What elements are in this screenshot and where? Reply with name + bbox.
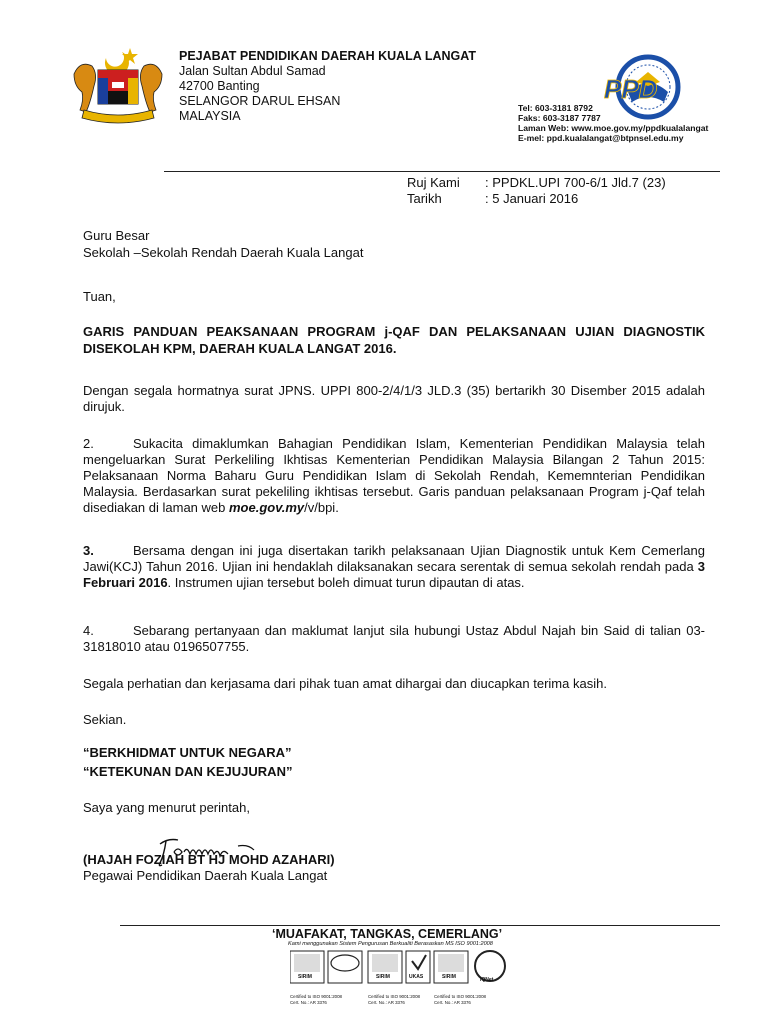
recipient-line-2: Sekolah –Sekolah Rendah Daerah Kuala Langat [83, 245, 364, 260]
address-line-3: SELANGOR DARUL EHSAN [179, 94, 341, 108]
paragraph-4-number: 4. [83, 623, 94, 638]
ruj-value: : PPDKL.UPI 700-6/1 Jld.7 (23) [485, 175, 666, 190]
certification-logos [290, 949, 522, 991]
subject: GARIS PANDUAN PEAKSANAAN PROGRAM j-QAF DAN PELAKSANAAN UJIAN DIAGNOSTIK DISEKOLAH KPM, DAERAH KUALA LANGAT 2016. [83, 324, 705, 356]
moe-link[interactable]: moe.gov.my [228, 500, 305, 515]
paragraph-2-tail: /v/bpi. [304, 500, 339, 515]
iso-note: Kami menggunakan Sistem Pengurusan Berkualiti Berasaskan MS ISO 9001:2008 [288, 941, 493, 947]
header-rule [164, 171, 720, 172]
paragraph-2-number: 2. [83, 436, 94, 451]
cert-line-5: Certified to ISO 9001:2008 [434, 994, 486, 999]
paragraph-3-number: 3. [83, 543, 94, 558]
address-line-4: MALAYSIA [179, 109, 241, 123]
paragraph-3-date: 3 Februari 2016 [83, 559, 705, 590]
cert-line-1: Certified to ISO 9001:2008 [290, 994, 342, 999]
signer-title: Pegawai Pendidikan Daerah Kuala Langat [83, 868, 328, 883]
coat-of-arms-logo [70, 44, 166, 124]
cert-line-4: Cert. No.: AR 3376 [368, 1000, 405, 1005]
cert-label-4: SIRIM [442, 974, 456, 980]
date-value: : 5 Januari 2016 [485, 191, 579, 206]
recipient-line-1: Guru Besar [83, 228, 150, 243]
signer-name: (HAJAH FOZIAH BT HJ MOHD AZAHARI) [83, 852, 335, 867]
sekian: Sekian. [83, 712, 127, 727]
cert-label-5: IQNet [480, 977, 494, 983]
closing-order: Saya yang menurut perintah, [83, 800, 250, 815]
svg-text:PPD: PPD [604, 74, 658, 104]
cert-line-2: Cert. No.: AR 3376 [290, 1000, 327, 1005]
date-label: Tarikh [407, 191, 442, 206]
contact-fax: Faks: 603-3187 7787 [518, 113, 601, 123]
contact-tel: Tel: 603-3181 8792 [518, 103, 593, 113]
cert-label-3: UKAS [409, 974, 424, 980]
address-line-1: Jalan Sultan Abdul Samad [179, 64, 326, 78]
malaysia-coat-of-arms-icon [70, 44, 166, 124]
motto-2: “KETEKUNAN DAN KEJUJURAN” [83, 764, 293, 779]
paragraph-2 [83, 436, 705, 516]
ppd-logo-icon [596, 52, 684, 122]
paragraph-5: Segala perhatian dan kerjasama dari pihak tuan amat dihargai dan diucapkan terima kasih. [83, 676, 607, 691]
footer-slogan: ‘MUAFAKAT, TANGKAS, CEMERLANG’ [272, 927, 503, 941]
footer-rule [120, 925, 720, 926]
address-line-2: 42700 Banting [179, 79, 260, 93]
cert-label-2: SIRIM [376, 974, 390, 980]
paragraph-4-text: Sebarang pertanyaan dan maklumat lanjut sila hubungi Ustaz Abdul Najah bin Said di talian 03-31818010 atau 0196507755. [83, 623, 705, 654]
contact-web: Laman Web: www.moe.gov.my/ppdkualalangat [518, 123, 709, 133]
ppd-logo [596, 52, 684, 122]
cert-label-1: SIRIM [298, 974, 312, 980]
office-name: PEJABAT PENDIDIKAN DAERAH KUALA LANGAT [179, 49, 476, 63]
motto-1: “BERKHIDMAT UNTUK NEGARA” [83, 745, 292, 760]
contact-email: E-mel: ppd.kualalangat@btpnsel.edu.my [518, 133, 684, 143]
paragraph-3-text: Bersama dengan ini juga disertakan tarikh pelaksanaan Ujian Diagnostik untuk Kem Cemerlang Jawi(KCJ) Tahun 2016. Ujian ini hendaklah dilaksanakan secara serentak di semua sekolah rendah pada [83, 543, 705, 574]
ruj-label: Ruj Kami [407, 175, 460, 190]
paragraph-3-tail: . Instrumen ujian tersebut boleh dimuat turun dipautan di atas. [167, 575, 525, 590]
cert-line-3: Certified to ISO 9001:2008 [368, 994, 420, 999]
paragraph-4 [83, 623, 705, 655]
paragraph-1: Dengan segala hormatnya surat JPNS. UPPI 800-2/4/1/3 JLD.3 (35) bertarikh 30 Disember 2015 adalah dirujuk. [83, 383, 705, 414]
cert-line-6: Cert. No.: AR 3376 [434, 1000, 471, 1005]
salutation: Tuan, [83, 289, 116, 304]
certification-badges-icon [290, 949, 522, 991]
paragraph-2-text: Sukacita dimaklumkan Bahagian Pendidikan Islam, Kementerian Pendidikan Malaysia telah mengeluarkan Surat Perkeliling Ikhtisas Kementerian Pendidikan Malaysia Bilangan 2 Tahun 2015: Pelaksanaan Norma Baharu Guru Pendidikan Islam di Sekolah Rendah, Kememnterian Pendidikan Malaysia. Berdasarkan surat pekeliling ikhtisas tersebut. Garis panduan pelaksanaan Program j-Qaf telah disediakan di laman web [83, 436, 705, 515]
paragraph-3 [83, 543, 705, 591]
